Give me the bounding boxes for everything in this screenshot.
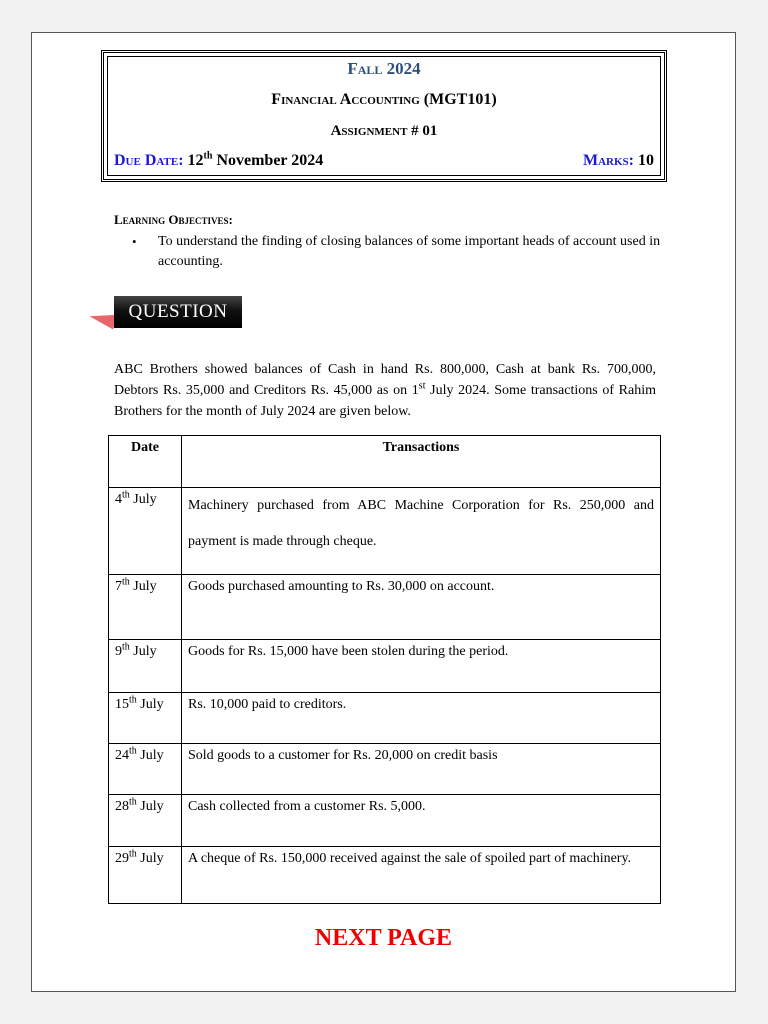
table-row: [109, 488, 661, 575]
row-text: A cheque of Rs. 150,000 received against the sale of spoiled part of machinery.: [182, 847, 661, 904]
due-date: [114, 152, 323, 170]
table-row: [109, 744, 661, 795]
row-text: Sold goods to a customer for Rs. 20,000 on credit basis: [182, 744, 661, 795]
table-row: [109, 847, 661, 904]
question-paragraph: [114, 359, 656, 422]
table-row: [109, 795, 661, 847]
learning-objective-item: To understand the finding of closing balances of some important heads of account used in accounting.: [158, 234, 661, 269]
triangle-marker-icon: [88, 309, 117, 329]
row-text: Goods for Rs. 15,000 have been stolen during the period.: [182, 640, 661, 693]
bullet-icon: •: [132, 234, 137, 249]
assignment-title: Assignment # 01: [330, 123, 438, 139]
question-text-b: July 2024. Some transactions of Rahim Brothers for the month of July 2024 are given below.: [114, 383, 656, 419]
row-date: 4th July: [109, 488, 182, 575]
row-date: 7th July: [109, 575, 182, 640]
learning-objectives-list: [132, 232, 662, 272]
header-date: Date: [109, 436, 182, 488]
course-title: Financial Accounting (MGT101): [271, 91, 497, 108]
due-date-day: 12: [187, 152, 204, 169]
question-text-sup: st: [418, 380, 426, 392]
learning-objectives-title: Learning Objectives:: [114, 212, 233, 227]
table-row: [109, 640, 661, 693]
row-date: 15th July: [109, 693, 182, 744]
term-title: Fall 2024: [347, 59, 421, 78]
row-text: Cash collected from a customer Rs. 5,000.: [182, 795, 661, 847]
transactions-table: [108, 435, 661, 904]
table-row: [109, 693, 661, 744]
document-page: [31, 32, 736, 992]
due-date-label: Due Date:: [114, 152, 184, 169]
row-date: 9th July: [109, 640, 182, 693]
header-transactions: Transactions: [182, 436, 661, 488]
header-box: [101, 50, 667, 182]
row-text: Machinery purchased from ABC Machine Corporation for Rs. 250,000 and payment is made through cheque.: [182, 488, 661, 575]
row-text: Rs. 10,000 paid to creditors.: [182, 693, 661, 744]
marks: [583, 152, 654, 170]
row-date: 29th July: [109, 847, 182, 904]
due-date-sup: th: [203, 150, 213, 162]
next-page-label: NEXT PAGE: [314, 925, 453, 951]
question-badge: QUESTION: [114, 296, 242, 328]
question-text-a: ABC Brothers showed balances of Cash in hand Rs. 800,000, Cash at bank Rs. 700,000, Debtors Rs. 35,000 and Creditors Rs. 45,000 as on 1: [114, 362, 656, 398]
marks-label: Marks:: [583, 152, 634, 169]
row-text: Goods purchased amounting to Rs. 30,000 on account.: [182, 575, 661, 640]
table-header-row: [109, 436, 661, 488]
row-date: 24th July: [109, 744, 182, 795]
marks-value: 10: [638, 152, 654, 169]
row-date: 28th July: [109, 795, 182, 847]
table-row: [109, 575, 661, 640]
due-date-rest: November 2024: [212, 152, 324, 169]
